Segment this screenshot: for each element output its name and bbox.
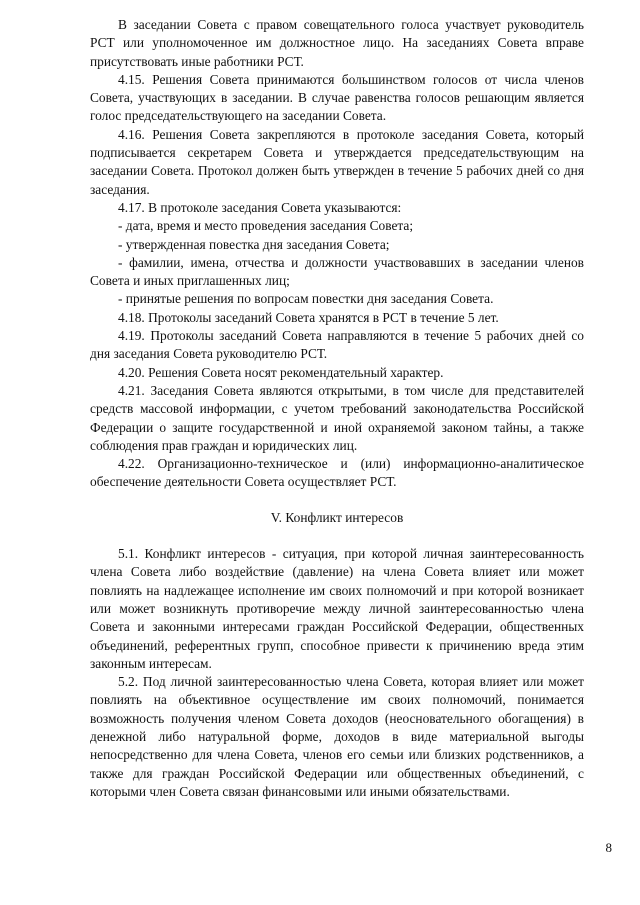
list-item-participants: - фамилии, имена, отчества и должности участвовавших в заседании членов Совета и иных приглашенных лиц; <box>90 254 584 289</box>
paragraph-4-21: 4.21. Заседания Совета являются открытыми, в том числе для представителей средств массовой информации, с учетом требований законодательства Российской Федерации о защите государственной и иной охраняемой законом тайны, а также соблюдения прав граждан и юридических лиц. <box>90 382 584 453</box>
paragraph-4-20: 4.20. Решения Совета носят рекомендательный характер. <box>118 364 444 380</box>
page-number: 8 <box>605 840 612 855</box>
section-heading-conflict-of-interest: V. Конфликт интересов <box>270 509 404 525</box>
paragraph-advisory-vote: В заседании Совета с правом совещательного голоса участвует руководитель РСТ или уполномоченное им должностное лицо. На заседаниях Совета вправе присутствовать иные работники РСТ. <box>90 17 584 69</box>
paragraph-5-2: 5.2. Под личной заинтересованностью члена Совета, которая влияет или может повлиять на объективное осуществление им своих полномочий, понимается возможность получения членом Совета доходов (неосновательного обогащения) в денежной либо натуральной форме, доходов в виде материальной выгоды непосредственно для члена Совета, членов его семьи или близких родственников, а также для граждан Российской Федерации или общественных объединений, с которыми член Совета связан финансовыми или иными обязательствами. <box>90 674 584 799</box>
paragraph-4-16: 4.16. Решения Совета закрепляются в протоколе заседания Совета, который подписывается секретарем Совета и утверждается председательствующим на заседании Совета. Протокол должен быть утвержден в течение 5 рабочих дней со дня заседания. <box>90 126 584 197</box>
document-body <box>90 16 584 801</box>
paragraph-4-17: 4.17. В протоколе заседания Совета указываются: <box>118 199 402 215</box>
paragraph-4-22: 4.22. Организационно-техническое и (или) информационно-аналитическое обеспечение деятельности Совета осуществляет РСТ. <box>90 456 584 490</box>
paragraph-5-1: 5.1. Конфликт интересов - ситуация, при которой личная заинтересованность члена Совета либо воздействие (давление) на члена Совета влияет или может повлиять на надлежащее исполнение им своих полномочий и при которой возникает или может возникнуть противоречие между личной заинтересованностью члена Совета и законными интересами граждан Российской Федерации, общественных объединений, референтных групп, способное привести к причинению вреда этим законным интересам. <box>90 546 584 671</box>
paragraph-4-15: 4.15. Решения Совета принимаются большинством голосов от числа членов Совета, участвующих в заседании. В случае равенства голосов решающим является голос председательствующего на заседании Совета. <box>90 71 584 124</box>
list-item-date-time-place: - дата, время и место проведения заседания Совета; <box>118 218 414 234</box>
list-item-decisions: - принятые решения по вопросам повестки дня заседания Совета. <box>118 291 494 307</box>
list-item-agenda: - утвержденная повестка дня заседания Совета; <box>118 236 390 252</box>
paragraph-4-18: 4.18. Протоколы заседаний Совета хранятся в РСТ в течение 5 лет. <box>118 309 499 325</box>
paragraph-4-19: 4.19. Протоколы заседаний Совета направляются в течение 5 рабочих дней со дня заседания Совета руководителю РСТ. <box>90 328 584 362</box>
